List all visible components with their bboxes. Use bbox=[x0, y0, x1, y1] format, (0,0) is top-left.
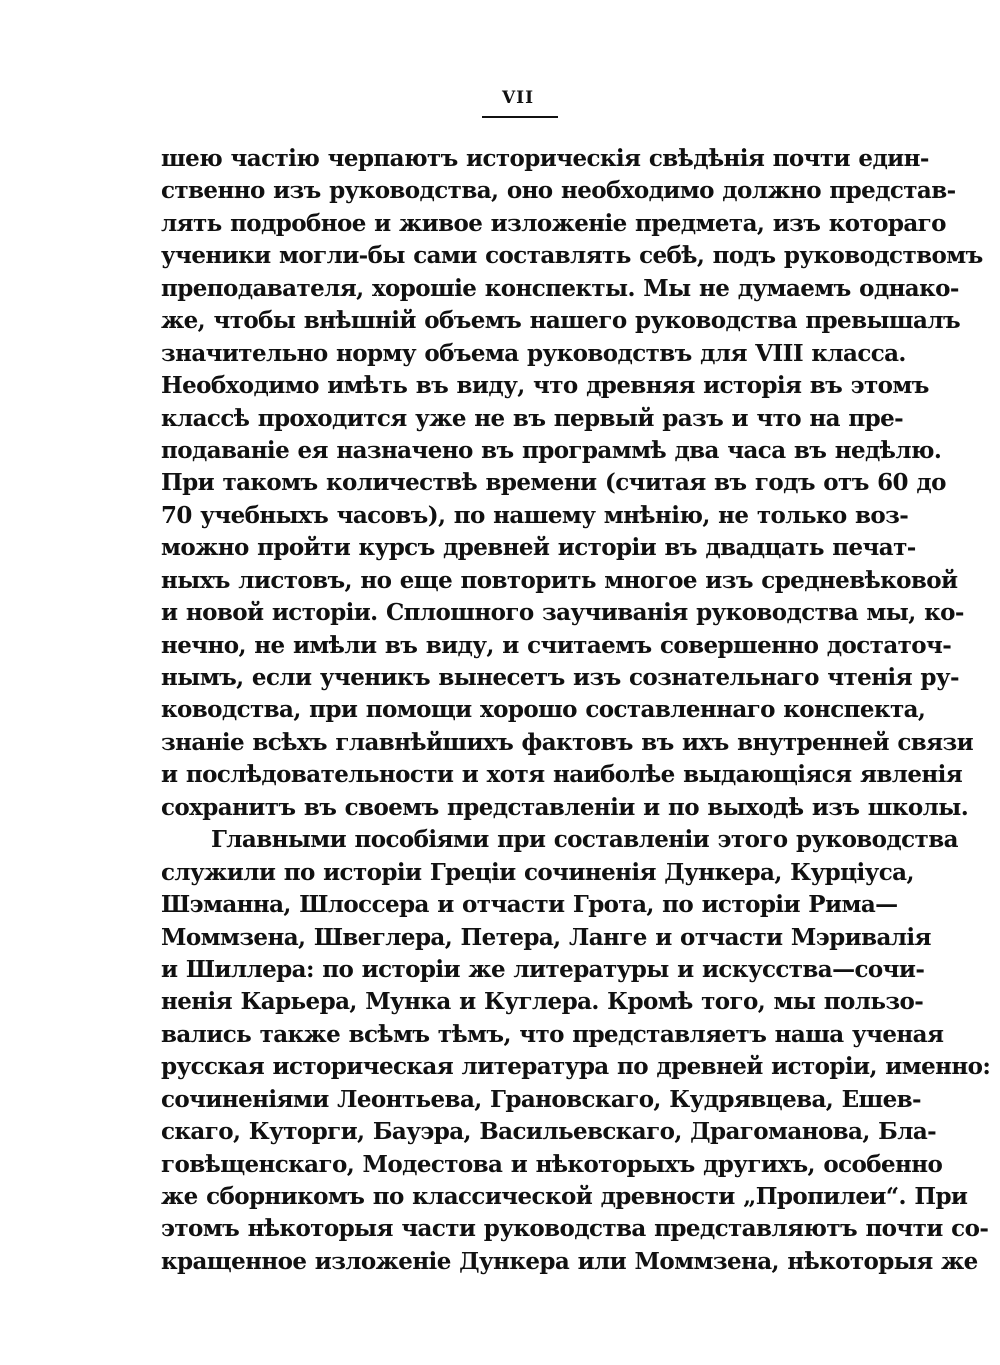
text-line: и новой исторіи. Сплошного заучиванія руководства мы, ко- bbox=[161, 599, 964, 627]
text-line: скаго, Куторги, Бауэра, Васильевскаго, Драгоманова, Бла- bbox=[161, 1118, 937, 1146]
text-line: можно пройти курсъ древней исторіи въ двадцать печат- bbox=[161, 534, 916, 562]
text-line: классѣ проходится уже не въ первый разъ и что на пре- bbox=[161, 404, 904, 432]
text-line: же, чтобы внѣшній объемъ нашего руководства превышалъ bbox=[161, 307, 960, 335]
paragraph-1 bbox=[161, 143, 983, 824]
text-line: Необходимо имѣть въ виду, что древняя исторія въ этомъ bbox=[161, 372, 929, 400]
text-line: значительно норму объема руководствъ для VIII класса. bbox=[161, 339, 906, 367]
text-line: ныхъ листовъ, но еще повторить многое изъ средневѣковой bbox=[161, 566, 958, 594]
text-line: ученики могли-бы сами составлять себѣ, подъ руководствомъ bbox=[161, 242, 983, 270]
text-line: Главными пособіями при составленіи этого руководства bbox=[211, 826, 958, 854]
page-number: VII bbox=[501, 88, 535, 108]
text-line: ководства, при помощи хорошо составленнаго конспекта, bbox=[161, 696, 926, 724]
text-line: знаніе всѣхъ главнѣйшихъ фактовъ въ ихъ внутренней связи bbox=[161, 728, 974, 756]
text-line: служили по исторіи Греціи сочиненія Дункера, Курціуса, bbox=[161, 858, 914, 886]
text-line: ственно изъ руководства, оно необходимо должно представ- bbox=[161, 177, 956, 205]
text-line: сочиненіями Леонтьева, Грановскаго, Кудрявцева, Ешев- bbox=[161, 1085, 922, 1113]
text-line: ненія Карьера, Мунка и Куглера. Кромѣ того, мы пользо- bbox=[161, 988, 924, 1016]
text-line: нечно, не имѣли въ виду, и считаемъ совершенно достаточ- bbox=[161, 631, 952, 659]
text-line: сохранитъ въ своемъ представленіи и по выходѣ изъ школы. bbox=[161, 793, 969, 821]
text-line: подаваніе ея назначено въ программѣ два часа въ недѣлю. bbox=[161, 436, 942, 464]
text-line: и Шиллера: по исторіи же литературы и искусства—сочи- bbox=[161, 955, 925, 983]
paragraph-2 bbox=[161, 824, 991, 1278]
text-line: Моммзена, Швеглера, Петера, Ланге и отчасти Мэривалія bbox=[161, 923, 931, 951]
text-line: При такомъ количествѣ времени (считая въ годъ отъ 60 до bbox=[161, 469, 946, 497]
text-line: 70 учебныхъ часовъ), по нашему мнѣнію, не только воз- bbox=[161, 501, 909, 529]
header-rule bbox=[482, 116, 558, 118]
text-line: русская историческая литература по древней исторіи, именно: bbox=[161, 1053, 991, 1081]
body-text bbox=[161, 143, 991, 1278]
text-line: шею частію черпаютъ историческія свѣдѣнія почти един- bbox=[161, 145, 929, 172]
text-line: лять подробное и живое изложеніе предмета, изъ котораго bbox=[161, 209, 946, 237]
text-line: говѣщенскаго, Модестова и нѣкоторыхъ другихъ, особенно bbox=[161, 1150, 943, 1178]
text-line: же сборникомъ по классической древности „Пропилеи“. При bbox=[161, 1183, 968, 1210]
text-line: кращенное изложеніе Дункера или Моммзена, нѣкоторыя же bbox=[161, 1247, 978, 1275]
text-line: вались также всѣмъ тѣмъ, что представляетъ наша ученая bbox=[161, 1020, 944, 1048]
text-line: и послѣдовательности и хотя наиболѣе выдающіяся явленія bbox=[161, 761, 963, 789]
text-line: нымъ, если ученикъ вынесетъ изъ сознательнаго чтенія ру- bbox=[161, 664, 959, 691]
text-line: преподавателя, хорошіе конспекты. Мы не думаемъ однако- bbox=[161, 274, 959, 302]
text-line: этомъ нѣкоторыя части руководства представляютъ почти со- bbox=[161, 1215, 989, 1243]
text-line: Шэманна, Шлоссера и отчасти Грота, по исторіи Рима— bbox=[161, 891, 898, 919]
